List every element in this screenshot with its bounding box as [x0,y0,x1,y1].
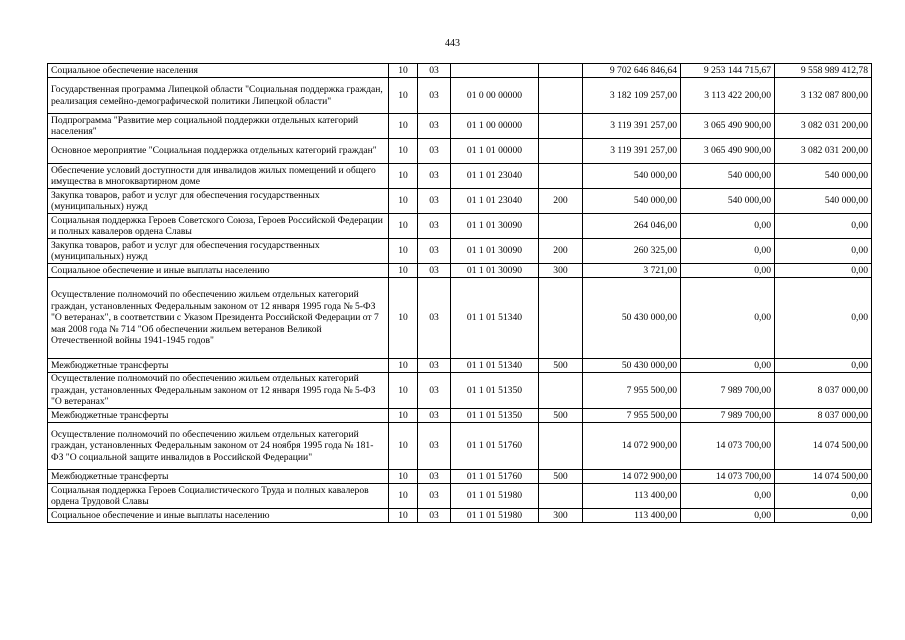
cell-name: Осуществление полномочий по обеспечению жильем отдельных категорий граждан, установленных Федеральным законом от 12 января 1995 года № 5-ФЗ "О ветеранах", в соответствии с Указом Президента Российской Федерации от 7 мая 2008 года № 714 "Об обеспечении жильем ветеранов Великой Отечественной войны 1941-1945 годов" [48,278,389,359]
cell-name: Межбюджетные трансферты [48,359,389,373]
table-row [48,264,872,278]
cell-subsection: 03 [418,278,451,359]
cell-expense-type [539,214,583,239]
cell-target-article: 01 1 01 51340 [451,278,539,359]
cell-subsection: 03 [418,509,451,523]
cell-section: 10 [389,509,418,523]
cell-name: Обеспечение условий доступности для инвалидов жилых помещений и общего имущества в многоквартирном доме [48,164,389,189]
cell-section: 10 [389,139,418,164]
cell-name: Социальная поддержка Героев Социалистического Труда и полных кавалеров ордена Трудовой Славы [48,484,389,509]
cell-name: Подпрограмма "Развитие мер социальной поддержки отдельных категорий населения" [48,114,389,139]
cell-name: Государственная программа Липецкой области "Социальная поддержка граждан, реализация семейно-демографической политики Липецкой области" [48,78,389,114]
cell-amount-year-3: 14 074 500,00 [775,423,872,470]
cell-amount-year-2: 3 113 422 200,00 [681,78,775,114]
cell-amount-year-3: 0,00 [775,278,872,359]
cell-target-article: 01 1 00 00000 [451,114,539,139]
cell-amount-year-3: 0,00 [775,509,872,523]
cell-amount-year-1: 3 119 391 257,00 [583,139,681,164]
cell-target-article: 01 0 00 00000 [451,78,539,114]
cell-name: Социальная поддержка Героев Советского Союза, Героев Российской Федерации и полных кавалеров ордена Славы [48,214,389,239]
cell-amount-year-2: 0,00 [681,484,775,509]
table-row [48,239,872,264]
cell-amount-year-1: 540 000,00 [583,189,681,214]
cell-target-article: 01 1 01 00000 [451,139,539,164]
cell-section: 10 [389,423,418,470]
cell-subsection: 03 [418,409,451,423]
cell-name: Основное мероприятие "Социальная поддержка отдельных категорий граждан" [48,139,389,164]
cell-expense-type: 300 [539,509,583,523]
cell-section: 10 [389,278,418,359]
table-row [48,64,872,78]
cell-amount-year-1: 260 325,00 [583,239,681,264]
cell-amount-year-1: 9 702 646 846,64 [583,64,681,78]
cell-section: 10 [389,409,418,423]
cell-amount-year-3: 9 558 989 412,78 [775,64,872,78]
cell-amount-year-1: 7 955 500,00 [583,373,681,409]
page-number: 443 [445,38,460,49]
table-row [48,139,872,164]
cell-target-article [451,64,539,78]
cell-amount-year-2: 7 989 700,00 [681,409,775,423]
cell-amount-year-1: 3 182 109 257,00 [583,78,681,114]
table-row [48,409,872,423]
table-row [48,509,872,523]
table-row [48,423,872,470]
cell-target-article: 01 1 01 51350 [451,373,539,409]
cell-amount-year-1: 540 000,00 [583,164,681,189]
cell-subsection: 03 [418,359,451,373]
cell-section: 10 [389,214,418,239]
cell-subsection: 03 [418,78,451,114]
cell-amount-year-2: 540 000,00 [681,164,775,189]
table-row [48,189,872,214]
cell-target-article: 01 1 01 51760 [451,470,539,484]
cell-subsection: 03 [418,189,451,214]
cell-expense-type: 500 [539,359,583,373]
cell-amount-year-3: 0,00 [775,484,872,509]
cell-name: Закупка товаров, работ и услуг для обеспечения государственных (муниципальных) нужд [48,239,389,264]
cell-amount-year-3: 540 000,00 [775,164,872,189]
cell-amount-year-3: 0,00 [775,214,872,239]
cell-amount-year-2: 0,00 [681,509,775,523]
cell-name: Межбюджетные трансферты [48,470,389,484]
cell-amount-year-2: 14 073 700,00 [681,423,775,470]
cell-section: 10 [389,164,418,189]
cell-subsection: 03 [418,470,451,484]
cell-amount-year-1: 7 955 500,00 [583,409,681,423]
cell-section: 10 [389,239,418,264]
cell-section: 10 [389,189,418,214]
cell-name: Осуществление полномочий по обеспечению жильем отдельных категорий граждан, установленных Федеральным законом от 12 января 1995 года № 5-ФЗ "О ветеранах" [48,373,389,409]
cell-amount-year-3: 3 082 031 200,00 [775,114,872,139]
cell-name: Закупка товаров, работ и услуг для обеспечения государственных (муниципальных) нужд [48,189,389,214]
cell-section: 10 [389,359,418,373]
cell-subsection: 03 [418,484,451,509]
cell-expense-type [539,139,583,164]
table-row [48,373,872,409]
cell-section: 10 [389,78,418,114]
cell-amount-year-3: 8 037 000,00 [775,373,872,409]
cell-amount-year-1: 50 430 000,00 [583,359,681,373]
cell-section: 10 [389,373,418,409]
cell-expense-type [539,484,583,509]
table-row [48,359,872,373]
cell-expense-type [539,64,583,78]
cell-section: 10 [389,64,418,78]
cell-subsection: 03 [418,114,451,139]
cell-amount-year-3: 8 037 000,00 [775,409,872,423]
cell-amount-year-2: 0,00 [681,278,775,359]
cell-target-article: 01 1 01 30090 [451,214,539,239]
cell-target-article: 01 1 01 51980 [451,509,539,523]
cell-amount-year-2: 0,00 [681,214,775,239]
cell-expense-type [539,373,583,409]
cell-amount-year-2: 9 253 144 715,67 [681,64,775,78]
cell-subsection: 03 [418,264,451,278]
cell-amount-year-1: 3 119 391 257,00 [583,114,681,139]
cell-subsection: 03 [418,239,451,264]
cell-amount-year-3: 3 082 031 200,00 [775,139,872,164]
cell-subsection: 03 [418,164,451,189]
cell-target-article: 01 1 01 51980 [451,484,539,509]
cell-amount-year-1: 113 400,00 [583,509,681,523]
cell-subsection: 03 [418,139,451,164]
cell-amount-year-3: 0,00 [775,239,872,264]
cell-amount-year-1: 3 721,00 [583,264,681,278]
cell-expense-type [539,78,583,114]
cell-section: 10 [389,484,418,509]
cell-expense-type: 300 [539,264,583,278]
cell-expense-type: 200 [539,189,583,214]
cell-name: Социальное обеспечение и иные выплаты населению [48,509,389,523]
cell-target-article: 01 1 01 30090 [451,239,539,264]
cell-amount-year-1: 264 046,00 [583,214,681,239]
cell-expense-type: 200 [539,239,583,264]
cell-amount-year-2: 7 989 700,00 [681,373,775,409]
cell-expense-type: 500 [539,409,583,423]
cell-subsection: 03 [418,373,451,409]
cell-subsection: 03 [418,423,451,470]
cell-expense-type [539,423,583,470]
cell-amount-year-1: 14 072 900,00 [583,470,681,484]
table-row [48,278,872,359]
cell-name: Социальное обеспечение и иные выплаты населению [48,264,389,278]
budget-table [47,63,872,523]
cell-amount-year-2: 0,00 [681,264,775,278]
cell-subsection: 03 [418,214,451,239]
cell-amount-year-2: 3 065 490 900,00 [681,139,775,164]
table-row [48,164,872,189]
cell-amount-year-3: 14 074 500,00 [775,470,872,484]
cell-amount-year-2: 0,00 [681,239,775,264]
table-row [48,78,872,114]
cell-section: 10 [389,470,418,484]
cell-expense-type: 500 [539,470,583,484]
cell-expense-type [539,278,583,359]
cell-amount-year-3: 0,00 [775,359,872,373]
cell-target-article: 01 1 01 51340 [451,359,539,373]
cell-amount-year-1: 14 072 900,00 [583,423,681,470]
table-row [48,114,872,139]
cell-target-article: 01 1 01 23040 [451,164,539,189]
cell-amount-year-3: 540 000,00 [775,189,872,214]
cell-amount-year-3: 0,00 [775,264,872,278]
cell-target-article: 01 1 01 51760 [451,423,539,470]
cell-amount-year-2: 0,00 [681,359,775,373]
cell-name: Межбюджетные трансферты [48,409,389,423]
table-row [48,214,872,239]
table-row [48,484,872,509]
table-body [48,64,872,523]
cell-amount-year-2: 14 073 700,00 [681,470,775,484]
cell-expense-type [539,114,583,139]
cell-target-article: 01 1 01 23040 [451,189,539,214]
cell-target-article: 01 1 01 30090 [451,264,539,278]
cell-subsection: 03 [418,64,451,78]
table-row [48,470,872,484]
cell-name: Осуществление полномочий по обеспечению жильем отдельных категорий граждан, установленных Федеральным законом от 24 ноября 1995 года № 181-ФЗ "О социальной защите инвалидов в Российской Федерации" [48,423,389,470]
cell-expense-type [539,164,583,189]
cell-amount-year-2: 3 065 490 900,00 [681,114,775,139]
cell-section: 10 [389,264,418,278]
cell-amount-year-2: 540 000,00 [681,189,775,214]
cell-section: 10 [389,114,418,139]
cell-target-article: 01 1 01 51350 [451,409,539,423]
cell-amount-year-1: 113 400,00 [583,484,681,509]
cell-amount-year-1: 50 430 000,00 [583,278,681,359]
cell-amount-year-3: 3 132 087 800,00 [775,78,872,114]
cell-name: Социальное обеспечение населения [48,64,389,78]
